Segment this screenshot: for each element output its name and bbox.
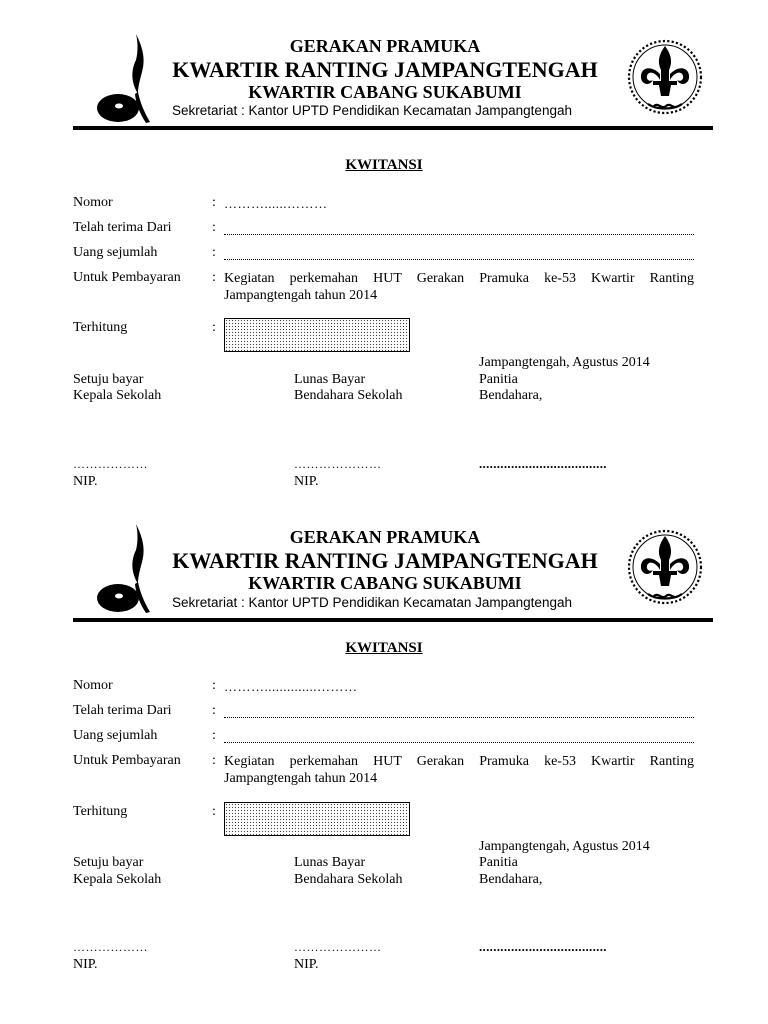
- nomor-value: ………..............………: [224, 679, 358, 694]
- receipt-title: KWITANSI: [345, 157, 423, 173]
- secretariat-line: Sekretariat : Kantor UPTD Pendidikan Kecamatan Jampangtengah: [172, 103, 572, 118]
- untuk-pembayaran-value: Kegiatan perkemahan HUT Gerakan Pramuka ke-53 Kwartir Ranting Jampangtengah tahun 2014: [224, 271, 694, 303]
- nip-kepala-sekolah: NIP.: [73, 957, 98, 972]
- nomor-colon: :: [212, 195, 216, 210]
- uang-sejumlah-colon: :: [212, 245, 216, 260]
- receipt-2: [0, 484, 768, 984]
- header-divider: [73, 126, 713, 130]
- untuk-pembayaran-label: Untuk Pembayaran: [73, 753, 181, 768]
- header-divider: [73, 618, 713, 622]
- signature-line-bendahara-panitia: ....................................: [479, 939, 607, 954]
- bendahara: Bendahara,: [479, 872, 543, 887]
- terhitung-colon: :: [212, 320, 216, 335]
- nip-bendahara-sekolah: NIP.: [294, 474, 319, 489]
- nip-kepala-sekolah: NIP.: [73, 474, 98, 489]
- untuk-pembayaran-colon: :: [212, 270, 216, 285]
- telah-terima-dari-label: Telah terima Dari: [73, 220, 172, 235]
- uang-sejumlah-label: Uang sejumlah: [73, 728, 158, 743]
- secretariat-line: Sekretariat : Kantor UPTD Pendidikan Kecamatan Jampangtengah: [172, 595, 572, 610]
- telah-terima-dari-label: Telah terima Dari: [73, 703, 172, 718]
- uang-sejumlah-field[interactable]: [224, 259, 694, 260]
- setuju-bayar: Setuju bayar: [73, 855, 144, 870]
- signature-line-kepala-sekolah: ………………: [73, 457, 148, 471]
- uang-sejumlah-label: Uang sejumlah: [73, 245, 158, 260]
- terhitung-amount-box[interactable]: [224, 802, 410, 836]
- receipt-title: KWITANSI: [345, 640, 423, 656]
- terhitung-label: Terhitung: [73, 804, 128, 819]
- org-line-2: KWARTIR RANTING JAMPANGTENGAH: [172, 57, 598, 82]
- place-date: Jampangtengah, Agustus 2014: [479, 355, 650, 370]
- nip-bendahara-sekolah: NIP.: [294, 957, 319, 972]
- scout-fleur-de-lis-icon: [626, 528, 704, 610]
- signature-line-bendahara-sekolah: …………………: [294, 940, 382, 954]
- receipt-1: [0, 0, 768, 500]
- kepala-sekolah: Kepala Sekolah: [73, 388, 162, 403]
- uang-sejumlah-field[interactable]: [224, 742, 694, 743]
- signature-line-bendahara-panitia: ....................................: [479, 456, 607, 471]
- org-line-3: KWARTIR CABANG SUKABUMI: [248, 82, 522, 102]
- tunas-kelapa-logo-icon: [96, 522, 154, 614]
- bendahara-sekolah: Bendahara Sekolah: [294, 872, 403, 887]
- org-line-2: KWARTIR RANTING JAMPANGTENGAH: [172, 548, 598, 573]
- untuk-pembayaran-label: Untuk Pembayaran: [73, 270, 181, 285]
- nomor-label: Nomor: [73, 195, 113, 210]
- scout-fleur-de-lis-icon: [626, 38, 704, 120]
- place-date: Jampangtengah, Agustus 2014: [479, 839, 650, 854]
- tunas-kelapa-logo-icon: [96, 32, 154, 124]
- kepala-sekolah: Kepala Sekolah: [73, 872, 162, 887]
- lunas-bayar: Lunas Bayar: [294, 372, 366, 387]
- org-line-3: KWARTIR CABANG SUKABUMI: [248, 573, 522, 593]
- nomor-colon: :: [212, 678, 216, 693]
- nomor-label: Nomor: [73, 678, 113, 693]
- org-line-1: GERAKAN PRAMUKA: [289, 527, 481, 547]
- terhitung-label: Terhitung: [73, 320, 128, 335]
- signature-line-kepala-sekolah: ………………: [73, 940, 148, 954]
- telah-terima-dari-field[interactable]: [224, 234, 694, 235]
- telah-terima-dari-colon: :: [212, 703, 216, 718]
- bendahara-sekolah: Bendahara Sekolah: [294, 388, 403, 403]
- lunas-bayar: Lunas Bayar: [294, 855, 366, 870]
- untuk-pembayaran-value: Kegiatan perkemahan HUT Gerakan Pramuka ke-53 Kwartir Ranting Jampangtengah tahun 2014: [224, 754, 694, 786]
- telah-terima-dari-field[interactable]: [224, 717, 694, 718]
- terhitung-colon: :: [212, 804, 216, 819]
- telah-terima-dari-colon: :: [212, 220, 216, 235]
- panitia: Panitia: [479, 372, 518, 387]
- uang-sejumlah-colon: :: [212, 728, 216, 743]
- untuk-pembayaran-colon: :: [212, 753, 216, 768]
- bendahara: Bendahara,: [479, 388, 543, 403]
- nomor-value: ………......………: [224, 196, 328, 211]
- signature-line-bendahara-sekolah: …………………: [294, 457, 382, 471]
- org-line-1: GERAKAN PRAMUKA: [289, 36, 481, 56]
- setuju-bayar: Setuju bayar: [73, 372, 144, 387]
- terhitung-amount-box[interactable]: [224, 318, 410, 352]
- panitia: Panitia: [479, 855, 518, 870]
